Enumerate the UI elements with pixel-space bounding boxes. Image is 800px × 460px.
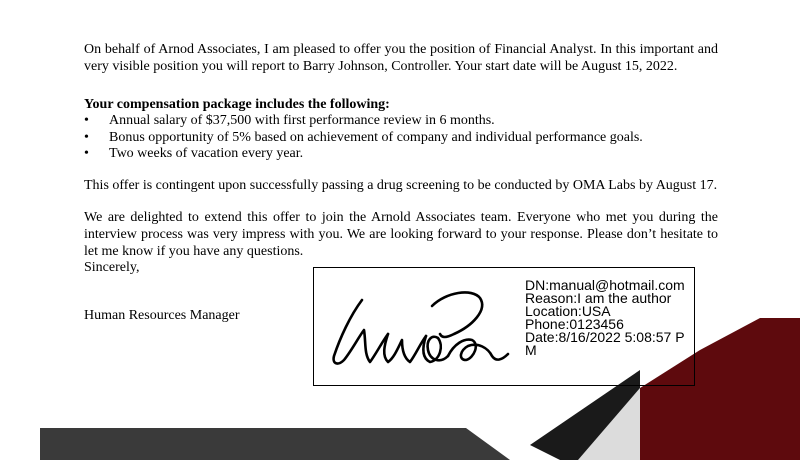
handwritten-signature <box>322 276 522 376</box>
signature-phone: Phone:0123456 <box>525 316 624 332</box>
list-item-text: Two weeks of vacation every year. <box>109 146 304 161</box>
list-item <box>84 146 643 163</box>
bullet-icon: • <box>84 113 89 128</box>
closing-salutation: Sincerely, <box>84 260 140 275</box>
digital-signature-box[interactable] <box>313 267 695 386</box>
bullet-icon: • <box>84 146 89 161</box>
bullet-icon: • <box>84 129 89 145</box>
list-item-text: Bonus opportunity of 5% based on achievement of company and individual performance goals. <box>109 129 643 145</box>
list-item <box>84 130 643 147</box>
closing-paragraph: We are delighted to extend this offer to join the Arnold Associates team. Everyone who met you during the interview process was very impress with you. We are looking forward to your response. Please don’t hesitate to let me know if you have any questions. <box>84 210 718 259</box>
compensation-heading: Your compensation package includes the following: <box>84 97 390 112</box>
contingency-paragraph: This offer is contingent upon successfully passing a drug screening to be conducted by OMA Labs by August 17. <box>84 178 718 193</box>
signature-details <box>525 279 685 357</box>
dark-gray-bar <box>40 428 510 460</box>
list-item-text: Annual salary of $37,500 with first performance review in 6 months. <box>109 113 495 128</box>
signature-date: Date:8/16/2022 5:08:57 PM <box>525 329 685 358</box>
list-item <box>84 113 643 130</box>
intro-paragraph: On behalf of Arnod Associates, I am pleased to offer you the position of Financial Analyst. In this important and very visible position you will report to Barry Johnson, Controller. Your start date will be August 15, 2022. <box>84 42 718 74</box>
signature-dn: DN:manual@hotmail.com <box>525 277 685 293</box>
signature-reason: Reason:I am the author <box>525 290 672 306</box>
signature-location: Location:USA <box>525 303 611 319</box>
compensation-list <box>84 113 643 163</box>
signer-title: Human Resources Manager <box>84 308 240 323</box>
